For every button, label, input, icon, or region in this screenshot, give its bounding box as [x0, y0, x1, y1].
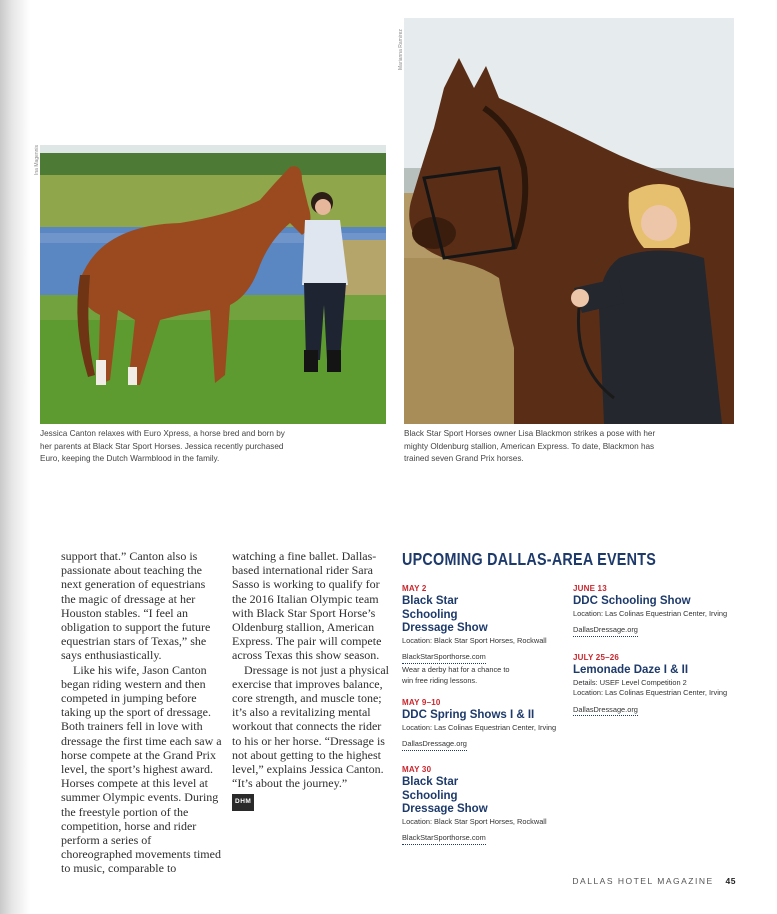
photo-lisa-blackmon-with-stallion — [404, 18, 734, 424]
event-website-link[interactable]: DallasDressage.org — [402, 739, 467, 751]
events-column-right — [573, 584, 733, 727]
event-location: Location: Las Colinas Equestrian Center, Irving — [573, 608, 728, 618]
article-paragraph: Dressage is not just a physical exercise that improves balance, core strength, and muscle tone; it’s also a revitalizing mental workout that connects the rider to his or her horse. “Dressage is not about getting to the highest level,” explains Jessica Canton. “It’s about the journey.” — [232, 662, 389, 791]
caption-line: trained seven Grand Prix horses. — [404, 454, 524, 463]
event-website-link[interactable]: DallasDressage.org — [573, 705, 638, 717]
right-photo-caption — [404, 428, 754, 466]
event-item — [573, 653, 733, 717]
caption-line: her parents at Black Star Sport Horses. Jessica recently purchased — [40, 441, 284, 451]
event-name: Black Star Schooling Dressage Show — [402, 595, 488, 634]
event-date: MAY 30 — [402, 765, 432, 774]
events-column-left — [402, 584, 562, 855]
event-item — [402, 584, 562, 686]
event-website-link[interactable]: BlackStarSporthorse.com — [402, 833, 486, 845]
event-date: MAY 9–10 — [402, 698, 441, 707]
magazine-name: DALLAS HOTEL MAGAZINE — [572, 876, 714, 886]
event-date: JULY 25–26 — [573, 653, 620, 662]
event-website-link[interactable]: BlackStarSporthorse.com — [402, 652, 486, 664]
end-mark-logo: DHM — [232, 794, 254, 810]
event-details: Details: USEF Level Competition 2 — [573, 677, 687, 687]
article-column-1 — [61, 549, 222, 876]
article-paragraph: watching a fine ballet. Dallas-based international rider Sara Sasso is working to qualify for the 2016 Italian Olympic team with Black Star Sport Horse’s Oldenburg stallion, American Express. The pair will compete across Texas this show season. — [232, 549, 382, 663]
left-photo-credit: Ina Magennis — [34, 144, 40, 175]
event-date: MAY 2 — [402, 584, 427, 593]
caption-line: Jessica Canton relaxes with Euro Xpress, a horse bred and born by — [40, 429, 285, 438]
event-name: DDC Schooling Show — [573, 595, 691, 607]
event-location: Location: Las Colinas Equestrian Center, Irving — [573, 688, 728, 697]
right-photo-credit: Marianna Ramirez — [398, 29, 404, 70]
event-date: JUNE 13 — [573, 584, 607, 593]
page-footer — [572, 876, 736, 886]
caption-line: mighty Oldenburg stallion, American Express. To date, Blackmon has — [404, 441, 655, 451]
event-item — [573, 584, 733, 637]
event-name: Black Star Schooling Dressage Show — [402, 776, 488, 815]
event-name: Lemonade Daze I & II — [573, 664, 689, 676]
event-location: Location: Black Star Sport Horses, Rockwall — [402, 635, 547, 645]
event-item — [402, 698, 562, 751]
event-item — [402, 765, 562, 845]
caption-line: Black Star Sport Horses owner Lisa Blackmon strikes a pose with her — [404, 429, 656, 438]
page-gutter-shadow — [0, 0, 30, 914]
event-note: Wear a derby hat for a chance to win free riding lessons. — [402, 665, 510, 685]
event-location: Location: Black Star Sport Horses, Rockwall — [402, 816, 547, 826]
article-paragraph: support that.” Canton also is passionate about teaching the next generation of equestrians the magic of dressage at her Houston stables. “I feel an obligation to support the future equestrian stars of Texas,” she says enthusiastically. — [61, 549, 211, 663]
event-website-link[interactable]: DallasDressage.org — [573, 625, 638, 637]
event-location: Location: Las Colinas Equestrian Center, Irving — [402, 722, 557, 732]
article-paragraph: Like his wife, Jason Canton began riding western and then competed in jumping before taking up the sport of dressage. Both trainers fell in love with dressage the first time each saw a horse compete at the Grand Prix level, the sport’s highest award. Horses compete at this level at summer Olympic events. During the freestyle portion of the competition, horse and rider perform a series of choreographed movements timed to music, comparable to — [61, 662, 222, 876]
article-column-2 — [232, 549, 392, 811]
event-name: DDC Spring Shows I & II — [402, 709, 535, 721]
left-photo-caption — [40, 428, 390, 466]
caption-line: Euro, keeping the Dutch Warmblood in the family. — [40, 454, 220, 463]
events-heading: UPCOMING DALLAS-AREA EVENTS — [402, 549, 657, 569]
photo-jessica-canton-with-horse — [40, 145, 386, 424]
page-number: 45 — [725, 876, 736, 886]
